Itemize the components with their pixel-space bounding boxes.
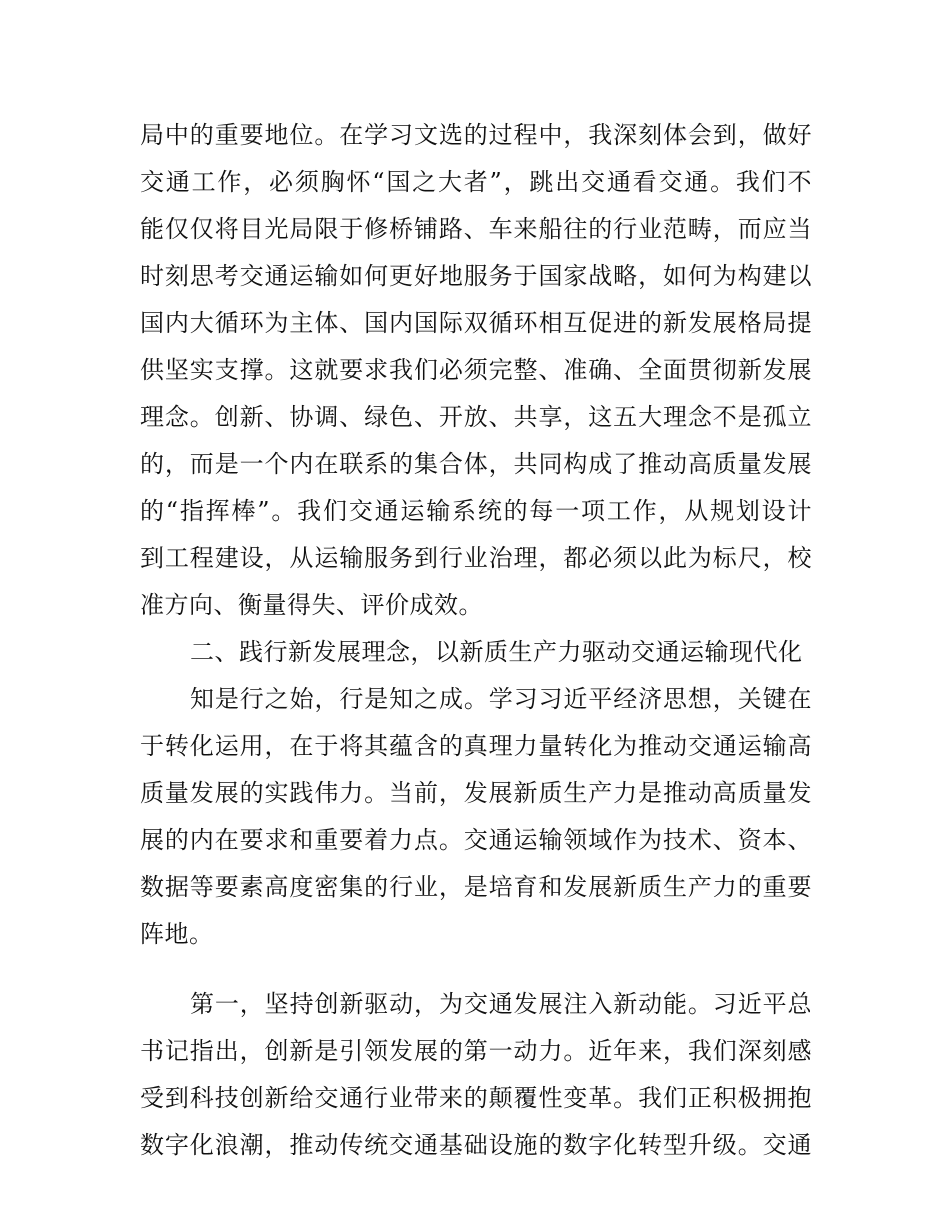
paragraph-line: 书记指出，创新是引领发展的第一动力。近年来，我们深刻感 <box>140 1037 812 1065</box>
paragraph-line: 数字化浪潮，推动传统交通基础设施的数字化转型升级。交通 <box>140 1131 812 1159</box>
paragraph-line: 受到科技创新给交通行业带来的颠覆性变革。我们正积极拥抱 <box>140 1084 812 1112</box>
paragraph-line: 能仅仅将目光局限于修桥铺路、车来船往的行业范畴，而应当 <box>140 215 812 243</box>
paragraph-line: 局中的重要地位。在学习文选的过程中，我深刻体会到，做好 <box>140 121 812 149</box>
paragraph-line: 理念。创新、协调、绿色、开放、共享，这五大理念不是孤立 <box>140 403 812 431</box>
paragraph-line: 数据等要素高度密集的行业，是培育和发展新质生产力的重要 <box>140 873 812 901</box>
paragraph-line: 质量发展的实践伟力。当前，发展新质生产力是推动高质量发 <box>140 779 812 807</box>
paragraph-line: 交通工作，必须胸怀“国之大者”，跳出交通看交通。我们不 <box>140 168 812 196</box>
paragraph-line: 到工程建设，从运输服务到行业治理，都必须以此为标尺，校 <box>140 544 812 572</box>
paragraph-line: 知是行之始，行是知之成。学习习近平经济思想，关键在 <box>190 685 812 713</box>
section-heading: 二、践行新发展理念，以新质生产力驱动交通运输现代化 <box>190 638 803 666</box>
paragraph-line: 供坚实支撑。这就要求我们必须完整、准确、全面贯彻新发展 <box>140 356 812 384</box>
paragraph-line: 的“指挥棒”。我们交通运输系统的每一项工作，从规划设计 <box>140 497 812 525</box>
paragraph-line: 国内大循环为主体、国内国际双循环相互促进的新发展格局提 <box>140 309 812 337</box>
paragraph-line: 第一，坚持创新驱动，为交通发展注入新动能。习近平总 <box>190 990 812 1018</box>
paragraph-line: 的，而是一个内在联系的集合体，共同构成了推动高质量发展 <box>140 450 812 478</box>
paragraph-line: 展的内在要求和重要着力点。交通运输领域作为技术、资本、 <box>140 826 812 854</box>
paragraph-line: 准方向、衡量得失、评价成效。 <box>140 591 483 619</box>
paragraph-line: 阵地。 <box>140 920 214 948</box>
paragraph-line: 于转化运用，在于将其蕴含的真理力量转化为推动交通运输高 <box>140 732 812 760</box>
paragraph-line: 时刻思考交通运输如何更好地服务于国家战略，如何为构建以 <box>140 262 812 290</box>
